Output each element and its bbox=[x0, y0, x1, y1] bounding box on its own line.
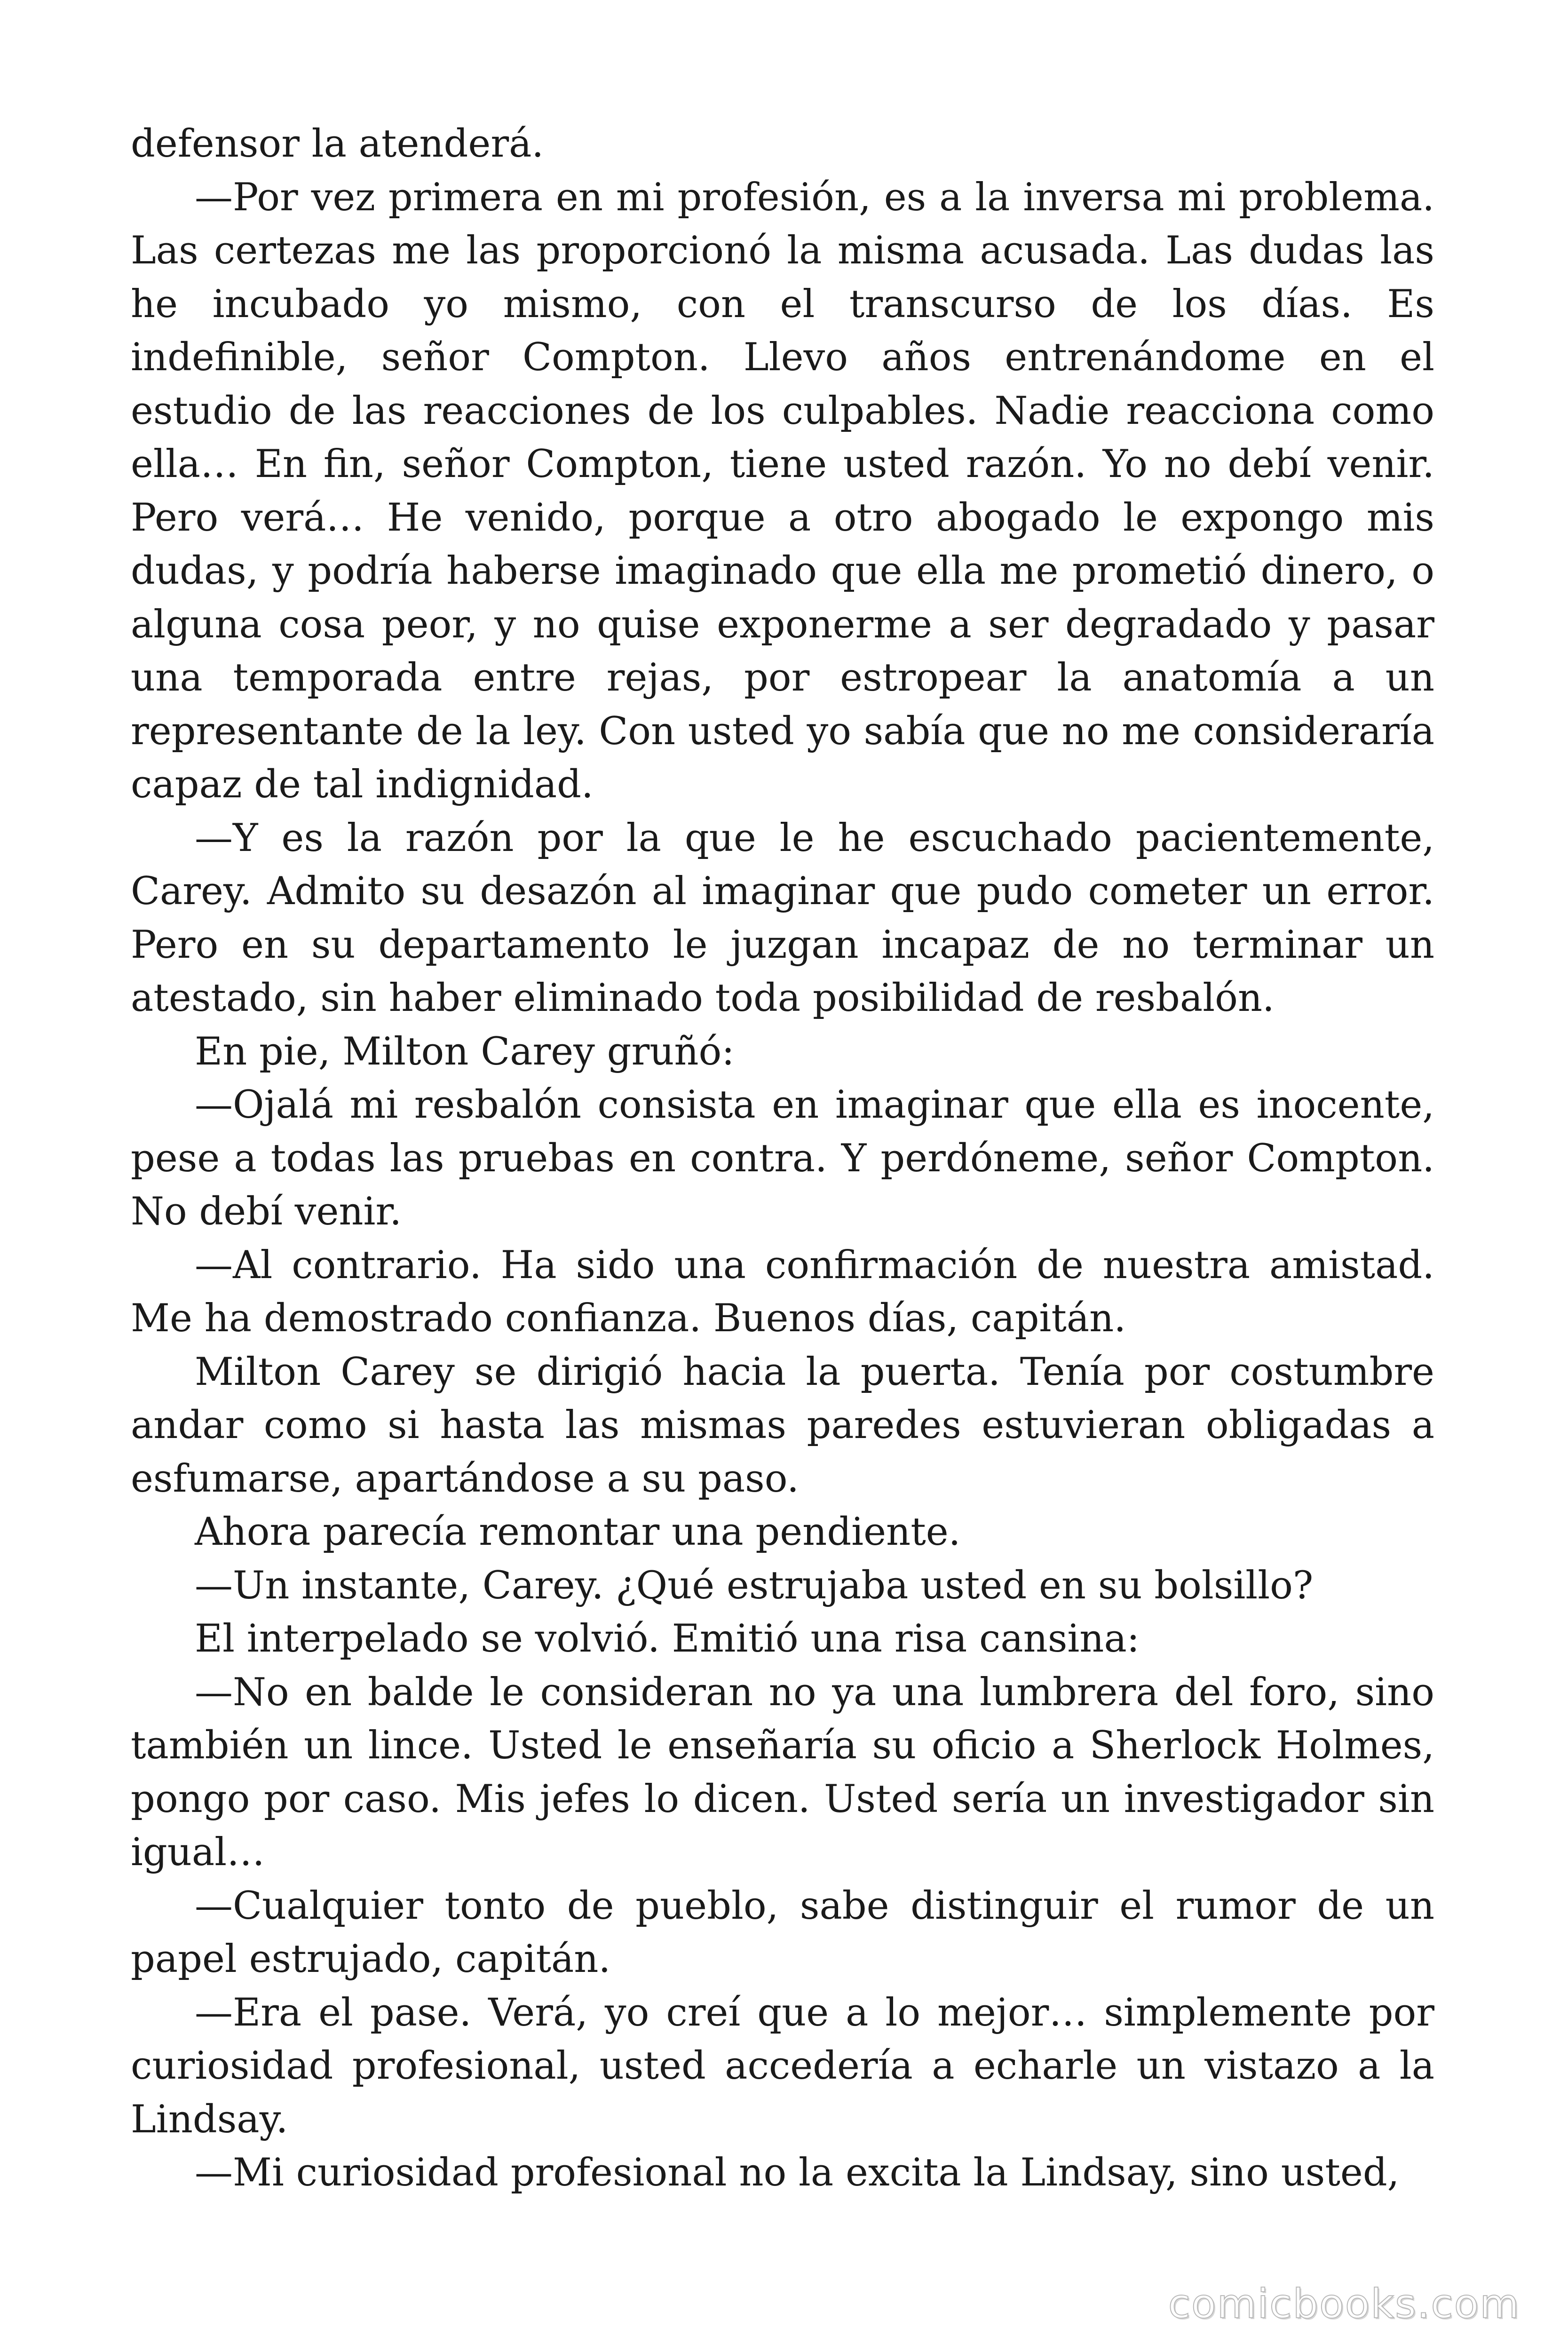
paragraph: —Al contrario. Ha sido una confirmación de nuestra amistad. Me ha demostrado confianza. Buenos días, capitán. bbox=[131, 1243, 1434, 1341]
watermark: comicbooks.com bbox=[1168, 2280, 1520, 2328]
paragraph: —Por vez primera en mi profesión, es a la inversa mi problema. Las certezas me las proporcionó la misma acusada. Las dudas las he incubado yo mismo, con el transcurso de los días. Es indefinible, señor Compton. Llevo años entrenándome en el estudio de las reacciones de los culpables. Nadie reacciona como ella… En fin, señor Compton, tiene usted razón. Yo no debí venir. Pero verá… He venido, porque a otro abogado le expongo mis dudas, y podría haberse imaginado que ella me prometió dinero, o alguna cosa peor, y no quise exponerme a ser degradado y pasar una temporada entre rejas, por estropear la anatomía a un representante de la ley. Con usted yo sabía que no me consideraría capaz de tal indignidad. bbox=[131, 175, 1434, 807]
body-text bbox=[131, 118, 1434, 2200]
paragraph: —Un instante, Carey. ¿Qué estrujaba usted en su bolsillo? bbox=[195, 1563, 1314, 1608]
paragraph: El interpelado se volvió. Emitió una risa cansina: bbox=[195, 1617, 1140, 1661]
paragraph: En pie, Milton Carey gruñó: bbox=[195, 1029, 735, 1074]
paragraph: Ahora parecía remontar una pendiente. bbox=[195, 1510, 961, 1554]
paragraph: —Era el pase. Verá, yo creí que a lo mejor… simplemente por curiosidad profesional, usted accedería a echarle un vistazo a la Lindsay. bbox=[131, 1990, 1434, 2142]
paragraph: Milton Carey se dirigió hacia la puerta. Tenía por costumbre andar como si hasta las mismas paredes estuvieran obligadas a esfumarse, apartándose a su paso. bbox=[131, 1350, 1434, 1501]
paragraph-continuation: defensor la atenderá. bbox=[131, 122, 544, 166]
paragraph: —Y es la razón por la que le he escuchado pacientemente, Carey. Admito su desazón al imaginar que pudo cometer un error. Pero en su departamento le juzgan incapaz de no terminar un atestado, sin haber eliminado toda posibilidad de resbalón. bbox=[131, 816, 1434, 1020]
paragraph: —No en balde le consideran no ya una lumbrera del foro, sino también un lince. Usted le enseñaría su oficio a Sherlock Holmes, pongo por caso. Mis jefes lo dicen. Usted sería un investigador sin igual… bbox=[131, 1670, 1434, 1875]
paragraph: —Ojalá mi resbalón consista en imaginar que ella es inocente, pese a todas las pruebas en contra. Y perdóneme, señor Compton. No debí venir. bbox=[131, 1083, 1434, 1234]
paragraph: —Mi curiosidad profesional no la excita la Lindsay, sino usted, bbox=[195, 2151, 1400, 2195]
paragraph: —Cualquier tonto de pueblo, sabe distinguir el rumor de un papel estrujado, capitán. bbox=[131, 1883, 1434, 1981]
